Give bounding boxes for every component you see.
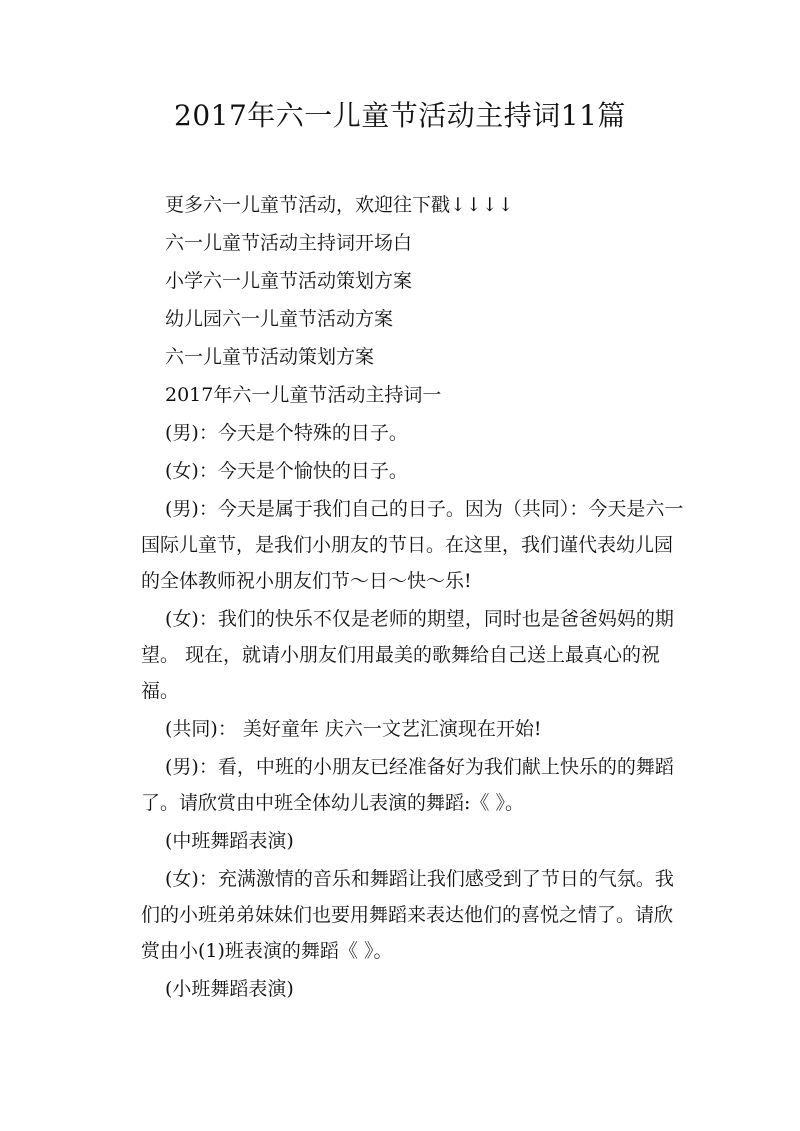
dialogue-paragraph: (女)：我们的快乐不仅是老师的期望，同时也是爸爸妈妈的期望。 现在，就请小朋友们用最美的歌舞给自己送上最真心的祝福。 xyxy=(141,608,674,702)
section-heading: 2017年六一儿童节活动主持词一 xyxy=(165,384,442,406)
document-title: 2017年六一儿童节活动主持词11篇 xyxy=(174,99,626,132)
document-body xyxy=(141,187,685,1009)
stage-direction: (中班舞蹈表演) xyxy=(165,830,294,852)
dialogue-paragraph: (男)：看，中班的小朋友已经准备好为我们献上快乐的的舞蹈了。请欣赏由中班全体幼儿表演的舞蹈:《 》。 xyxy=(141,756,674,814)
dialogue-paragraph: (女)：充满激情的音乐和舞蹈让我们感受到了节日的气氛。我们的小班弟弟妹妹们也要用舞蹈来表达他们的喜悦之情了。请欣赏由小(1)班表演的舞蹈《 》。 xyxy=(141,868,674,962)
dialogue-line: (女)：今天是个愉快的日子。 xyxy=(165,460,408,482)
stage-direction: (小班舞蹈表演) xyxy=(165,978,294,1000)
link-line-kindergarten-plan[interactable]: 幼儿园六一儿童节活动方案 xyxy=(165,308,394,330)
link-line-more[interactable]: 更多六一儿童节活动，欢迎往下戳↓↓↓↓ xyxy=(165,194,514,216)
dialogue-line: (共同)： 美好童年 庆六一文艺汇演现在开始! xyxy=(165,718,542,740)
link-line-activity-plan[interactable]: 六一儿童节活动策划方案 xyxy=(165,346,375,368)
dialogue-line: (男)：今天是个特殊的日子。 xyxy=(165,422,408,444)
dialogue-paragraph: (男)：今天是属于我们自己的日子。因为（共同）：今天是六一国际儿童节，是我们小朋友的节日。在这里，我们谨代表幼儿园的全体教师祝小朋友们节～日～快～乐! xyxy=(141,498,684,592)
link-line-opening[interactable]: 六一儿童节活动主持词开场白 xyxy=(165,232,413,254)
link-line-primary-plan[interactable]: 小学六一儿童节活动策划方案 xyxy=(165,270,413,292)
